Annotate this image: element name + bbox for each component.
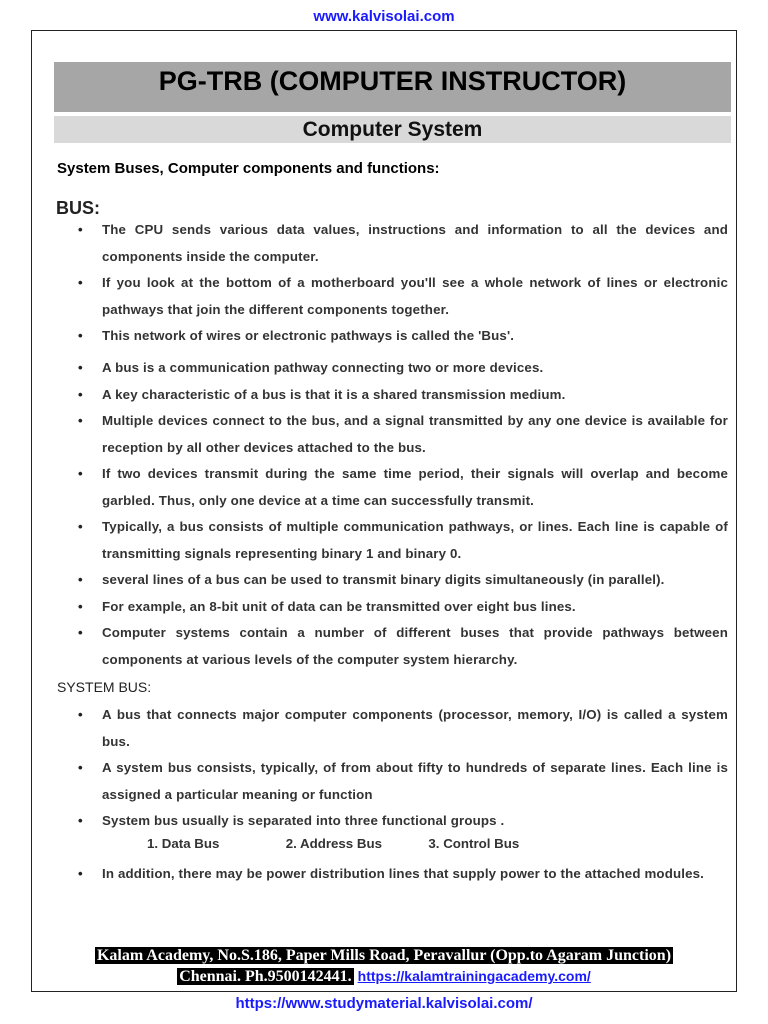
footer-address-text: Kalam Academy, No.S.186, Paper Mills Road, Peravallur (Opp.to Agaram Junction) bbox=[96, 947, 672, 964]
footer-phone: Chennai. Ph.9500142441. bbox=[179, 968, 352, 985]
list-item: • A key characteristic of a bus is that it is a shared transmission medium. bbox=[78, 382, 728, 409]
list-item: • A bus is a communication pathway connecting two or more devices. bbox=[78, 355, 728, 382]
list-item: • A system bus consists, typically, of from about fifty to hundreds of separate lines. Each line is assigned a particular meaning or function bbox=[78, 755, 728, 808]
list-item: • This network of wires or electronic pathways is called the 'Bus'. bbox=[78, 323, 728, 350]
list-item: • several lines of a bus can be used to transmit binary digits simultaneously (in parallel). bbox=[78, 567, 728, 594]
section-heading: System Buses, Computer components and functions: bbox=[57, 160, 440, 177]
footer-address bbox=[0, 947, 768, 965]
list-item: • If two devices transmit during the same time period, their signals will overlap and become garbled. Thus, only one device at a time can successfully transmit. bbox=[78, 461, 728, 514]
system-bus-list-2 bbox=[78, 861, 728, 888]
bus-list-a bbox=[78, 217, 728, 350]
group-control-bus: 3. Control Bus bbox=[428, 836, 520, 851]
page-subtitle: Computer System bbox=[54, 116, 731, 143]
list-item: • System bus usually is separated into three functional groups . bbox=[78, 808, 728, 835]
site-link-bottom[interactable]: https://www.studymaterial.kalvisolai.com/ bbox=[235, 995, 533, 1012]
list-item: • The CPU sends various data values, instructions and information to all the devices and components inside the computer. bbox=[78, 217, 728, 270]
academy-link[interactable]: https://kalamtrainingacademy.com/ bbox=[357, 968, 591, 984]
list-item: • Multiple devices connect to the bus, and a signal transmitted by any one device is available for reception by all other devices attached to the bus. bbox=[78, 408, 728, 461]
list-item: • Computer systems contain a number of different buses that provide pathways between components at various levels of the computer system hierarchy. bbox=[78, 620, 728, 673]
site-link-top[interactable]: www.kalvisolai.com bbox=[313, 8, 455, 25]
bus-list-b bbox=[78, 355, 728, 673]
list-item: • If you look at the bottom of a motherboard you'll see a whole network of lines or electronic pathways that join the different components together. bbox=[78, 270, 728, 323]
system-bus-list bbox=[78, 702, 728, 835]
page-title: PG-TRB (COMPUTER INSTRUCTOR) bbox=[54, 62, 731, 112]
list-item: • A bus that connects major computer components (processor, memory, I/O) is called a system bus. bbox=[78, 702, 728, 755]
functional-groups bbox=[147, 836, 519, 851]
bus-heading: BUS: bbox=[56, 198, 100, 218]
list-item: • In addition, there may be power distribution lines that supply power to the attached modules. bbox=[78, 861, 728, 888]
footer-contact bbox=[0, 968, 768, 986]
group-data-bus: 1. Data Bus bbox=[147, 836, 220, 851]
list-item: • For example, an 8-bit unit of data can be transmitted over eight bus lines. bbox=[78, 594, 728, 621]
list-item: • Typically, a bus consists of multiple communication pathways, or lines. Each line is capable of transmitting signals representing binary 1 and binary 0. bbox=[78, 514, 728, 567]
group-address-bus: 2. Address Bus bbox=[285, 836, 383, 851]
system-bus-heading: SYSTEM BUS: bbox=[57, 679, 152, 695]
